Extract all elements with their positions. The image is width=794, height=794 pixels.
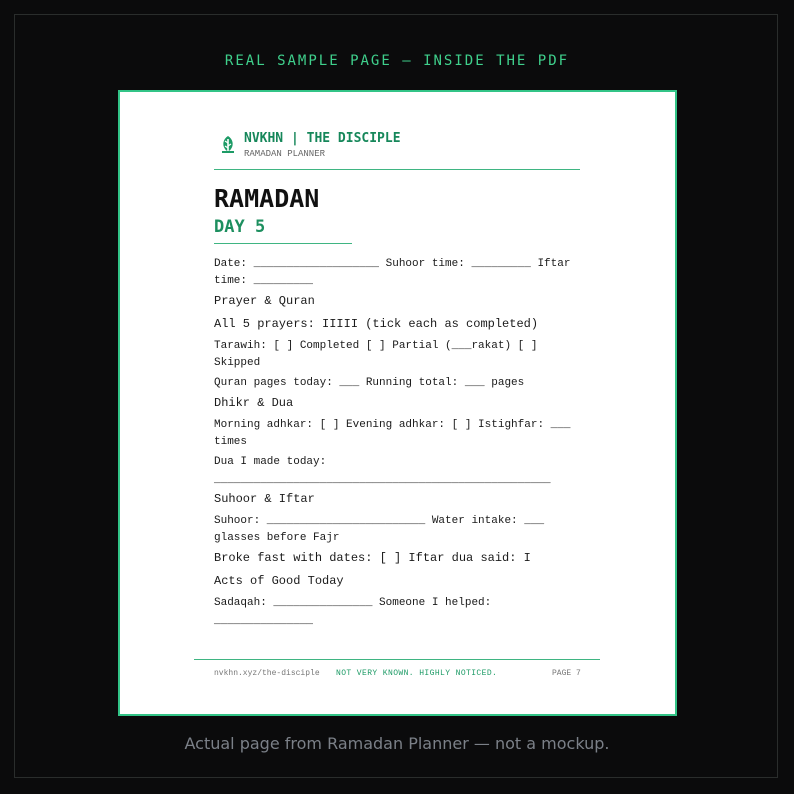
section-heading: REAL SAMPLE PAGE — INSIDE THE PDF [224, 53, 570, 69]
suhoor-line-cont: glasses before Fajr [214, 532, 340, 544]
quran-line: Quran pages today: ___ Running total: ___ pages [214, 377, 525, 389]
day-label: DAY 5 [214, 217, 266, 237]
footer-link: nvkhn.xyz/the-disciple [214, 669, 320, 678]
dua-line-blank: ___________________________________________________ [214, 474, 551, 486]
title-underline [214, 243, 352, 244]
date-line-cont: time: _________ [214, 275, 314, 287]
prayer-heading: Prayer & Quran [214, 294, 315, 308]
dua-line: Dua I made today: [214, 456, 327, 468]
footer-tagline: NOT VERY KNOWN. HIGHLY NOTICED. [336, 669, 498, 678]
tarawih-line: Tarawih: [ ] Completed [ ] Partial (___rakat) [ ] [214, 340, 538, 352]
prayers-line: All 5 prayers: IIIII (tick each as completed) [214, 317, 539, 331]
suhoor-line: Suhoor: ________________________ Water intake: ___ [214, 515, 545, 527]
page-title: RAMADAN [214, 184, 320, 213]
adhkar-line: Morning adhkar: [ ] Evening adhkar: [ ] Istighfar: ___ [214, 419, 571, 431]
sadaqah-line-cont: _______________ [214, 615, 314, 627]
sadaqah-line: Sadaqah: _______________ Someone I helped: [214, 597, 492, 609]
page-number: PAGE 7 [552, 669, 581, 678]
suhoor-heading: Suhoor & Iftar [214, 492, 315, 506]
brand-title: NVKHN | THE DISCIPLE [244, 131, 401, 146]
leaf-logo-icon [216, 133, 240, 157]
adhkar-line-cont: times [214, 436, 248, 448]
date-line: Date: ___________________ Suhoor time: _________ Iftar [214, 258, 571, 270]
footer-divider [194, 659, 600, 660]
sample-page [118, 90, 677, 716]
good-deeds-heading: Acts of Good Today [214, 574, 344, 588]
header-divider [214, 169, 580, 170]
broke-fast-line: Broke fast with dates: [ ] Iftar dua said: I [214, 551, 531, 565]
caption: Actual page from Ramadan Planner — not a mockup. [184, 734, 610, 753]
brand-subtitle: RAMADAN PLANNER [244, 149, 326, 159]
dhikr-heading: Dhikr & Dua [214, 396, 294, 410]
tarawih-line-cont: Skipped [214, 357, 261, 369]
